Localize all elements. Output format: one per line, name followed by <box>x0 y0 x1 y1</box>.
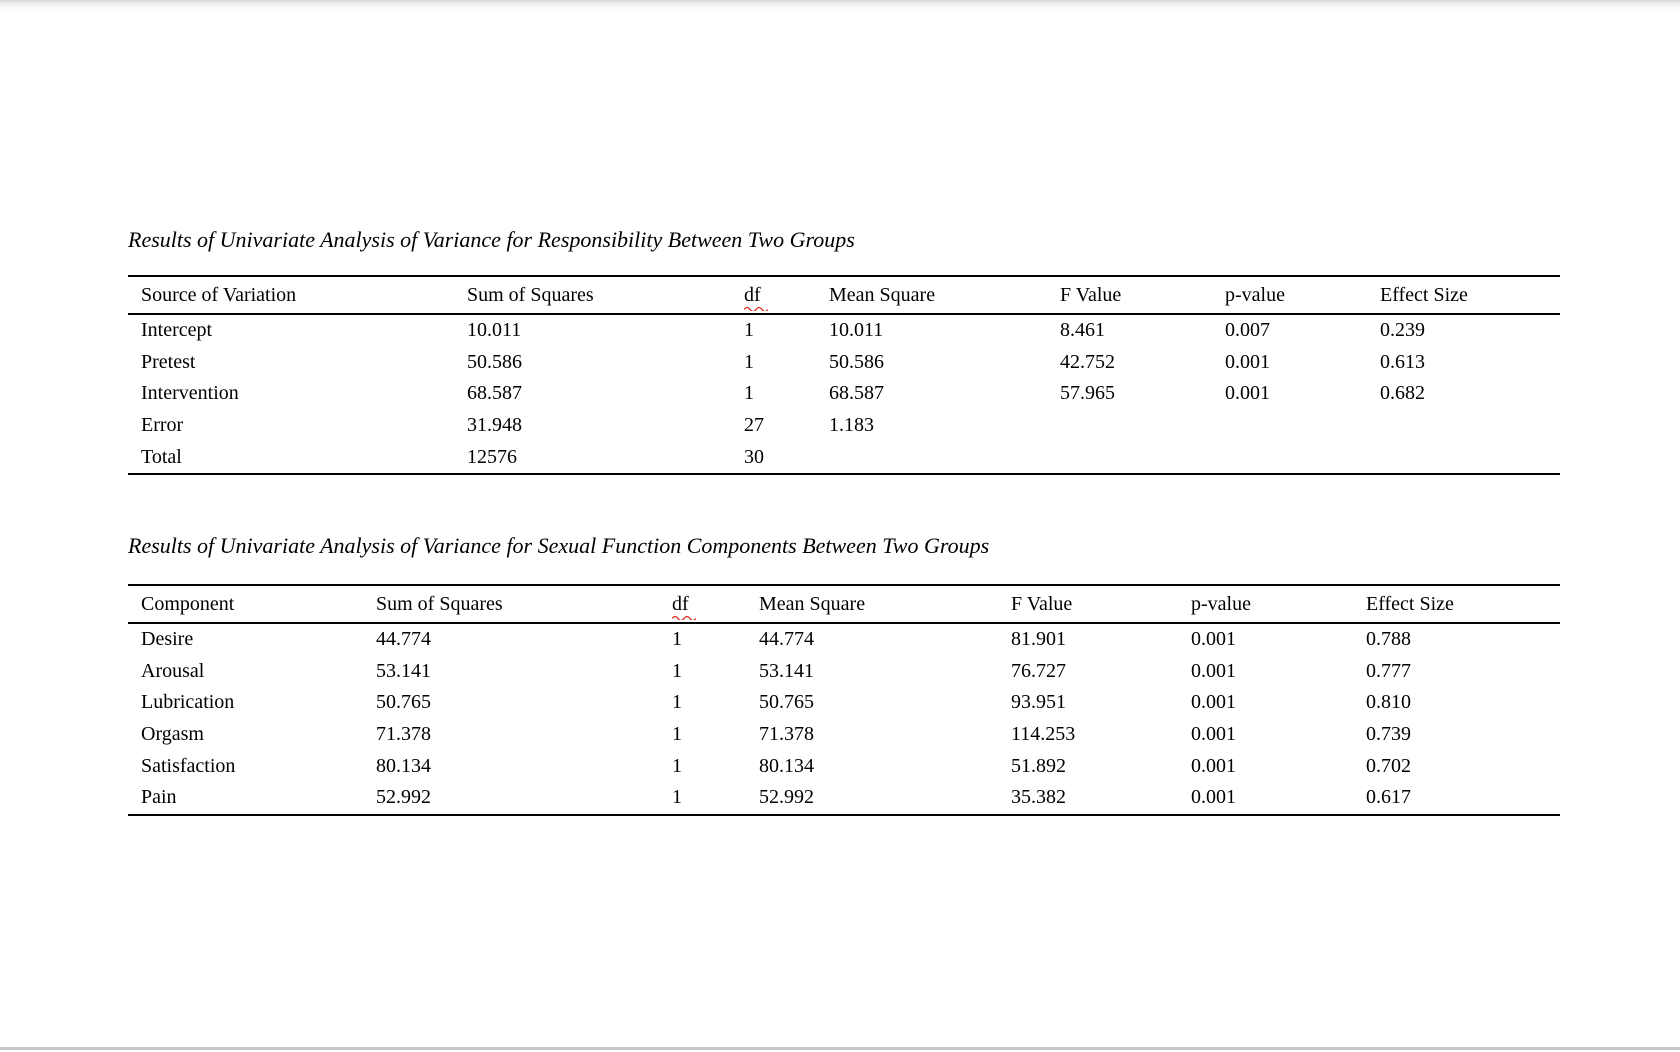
value-cell: 50.765 <box>376 691 431 714</box>
column-header-label: F Value <box>1060 283 1122 306</box>
row-label-cell: Desire <box>141 628 194 651</box>
value-cell: 1 <box>672 786 682 809</box>
column-header-source-of-variation <box>128 276 454 314</box>
value-cell: 80.134 <box>759 754 814 777</box>
row-label-cell: Intercept <box>141 319 213 342</box>
value-cell: 44.774 <box>759 628 814 651</box>
value-cell: 27 <box>744 414 764 437</box>
value-cell: 1 <box>672 723 682 746</box>
value-cell: 42.752 <box>1060 350 1115 373</box>
value-cell <box>816 441 1047 474</box>
value-cell: 52.992 <box>376 786 431 809</box>
value-cell: 0.001 <box>1225 350 1270 373</box>
row-label-cell: Pretest <box>141 350 196 373</box>
row-label-cell: Orgasm <box>141 723 204 746</box>
value-cell: 0.682 <box>1380 382 1425 405</box>
column-header-label: p-value <box>1225 283 1285 306</box>
column-header-label: df <box>744 283 761 306</box>
column-header-label: F Value <box>1011 592 1073 615</box>
value-cell: 53.141 <box>376 659 431 682</box>
column-header-label: Sum of Squares <box>467 283 594 306</box>
table-row <box>128 410 1560 442</box>
value-cell <box>1212 441 1367 474</box>
value-cell: 10.011 <box>829 319 884 342</box>
row-label-cell: Total <box>141 445 182 468</box>
table-row <box>128 782 1560 815</box>
value-cell: 68.587 <box>467 382 522 405</box>
value-cell: 68.587 <box>829 382 884 405</box>
value-cell: 0.702 <box>1366 754 1411 777</box>
value-cell: 71.378 <box>759 723 814 746</box>
value-cell: 0.001 <box>1191 786 1236 809</box>
value-cell: 1 <box>672 659 682 682</box>
table-row <box>128 750 1560 782</box>
row-label-cell: Intervention <box>141 382 239 405</box>
value-cell: 81.901 <box>1011 628 1066 651</box>
value-cell: 57.965 <box>1060 382 1115 405</box>
column-header-p-value <box>1178 585 1353 623</box>
header-row <box>128 276 1560 314</box>
value-cell: 0.001 <box>1191 628 1236 651</box>
header-row <box>128 585 1560 623</box>
table-row <box>128 441 1560 474</box>
table-row <box>128 687 1560 719</box>
value-cell: 51.892 <box>1011 754 1066 777</box>
column-header-effect-size <box>1367 276 1560 314</box>
table-row <box>128 656 1560 688</box>
value-cell: 52.992 <box>759 786 814 809</box>
column-header-label: Mean Square <box>829 283 936 306</box>
value-cell: 1 <box>744 319 754 342</box>
value-cell: 53.141 <box>759 659 814 682</box>
value-cell: 114.253 <box>1011 723 1076 746</box>
value-cell: 31.948 <box>467 414 522 437</box>
value-cell: 50.586 <box>467 350 522 373</box>
value-cell: 50.765 <box>759 691 814 714</box>
value-cell: 35.382 <box>1011 786 1066 809</box>
value-cell: 10.011 <box>467 319 522 342</box>
column-header-sum-of-squares <box>363 585 659 623</box>
table-title-sexual-function: Results of Univariate Analysis of Variance for Sexual Function Components Between Two Groups <box>128 533 990 558</box>
column-header-p-value <box>1212 276 1367 314</box>
value-cell: 0.810 <box>1366 691 1411 714</box>
anova-table-sexual-function <box>128 584 1560 816</box>
spellcheck-squiggle-icon <box>672 615 696 620</box>
table-row <box>128 347 1560 379</box>
column-header-mean-square <box>746 585 998 623</box>
column-header-effect-size <box>1353 585 1560 623</box>
top-edge-shadow <box>0 0 1680 10</box>
column-header-df <box>659 585 746 623</box>
column-header-label: Sum of Squares <box>376 592 503 615</box>
column-header-f-value <box>1047 276 1212 314</box>
value-cell: 50.586 <box>829 350 884 373</box>
value-cell: 80.134 <box>376 754 431 777</box>
value-cell: 1 <box>744 350 754 373</box>
value-cell: 1 <box>672 691 682 714</box>
value-cell: 71.378 <box>376 723 431 746</box>
bottom-edge-rule <box>0 1047 1680 1050</box>
value-cell <box>1047 410 1212 442</box>
column-header-label: p-value <box>1191 592 1251 615</box>
value-cell: 0.007 <box>1225 319 1270 342</box>
column-header-label: Effect Size <box>1366 592 1454 615</box>
anova-table-responsibility <box>128 275 1560 475</box>
column-header-mean-square <box>816 276 1047 314</box>
column-header-label: Mean Square <box>759 592 866 615</box>
column-header-component <box>128 585 363 623</box>
column-header-f-value <box>998 585 1178 623</box>
value-cell: 0.739 <box>1366 723 1411 746</box>
row-label-cell: Lubrication <box>141 691 235 714</box>
table-row <box>128 314 1560 347</box>
value-cell: 8.461 <box>1060 319 1105 342</box>
column-header-label: Effect Size <box>1380 283 1468 306</box>
value-cell: 0.001 <box>1191 691 1236 714</box>
column-header-label: df <box>672 592 689 615</box>
table-row <box>128 623 1560 656</box>
value-cell: 0.777 <box>1366 659 1411 682</box>
value-cell: 12576 <box>467 445 517 468</box>
value-cell <box>1367 410 1560 442</box>
value-cell: 76.727 <box>1011 659 1066 682</box>
value-cell: 0.239 <box>1380 319 1425 342</box>
value-cell: 1 <box>672 754 682 777</box>
value-cell: 30 <box>744 445 764 468</box>
value-cell: 0.001 <box>1225 382 1270 405</box>
value-cell: 1.183 <box>829 414 874 437</box>
column-header-label: Component <box>141 592 235 615</box>
value-cell: 0.788 <box>1366 628 1411 651</box>
value-cell: 1 <box>744 382 754 405</box>
value-cell: 0.613 <box>1380 350 1425 373</box>
row-label-cell: Satisfaction <box>141 754 236 777</box>
column-header-sum-of-squares <box>454 276 731 314</box>
value-cell: 1 <box>672 628 682 651</box>
value-cell <box>1367 441 1560 474</box>
value-cell <box>1047 441 1212 474</box>
spellcheck-squiggle-icon <box>744 306 768 311</box>
column-header-df <box>731 276 816 314</box>
table-title-responsibility: Results of Univariate Analysis of Variance for Responsibility Between Two Groups <box>128 227 855 252</box>
value-cell <box>1212 410 1367 442</box>
column-header-label: Source of Variation <box>141 283 297 306</box>
table-row <box>128 719 1560 751</box>
value-cell: 0.001 <box>1191 723 1236 746</box>
row-label-cell: Arousal <box>141 659 205 682</box>
value-cell: 93.951 <box>1011 691 1066 714</box>
row-label-cell: Pain <box>141 786 177 809</box>
value-cell: 0.001 <box>1191 659 1236 682</box>
value-cell: 0.001 <box>1191 754 1236 777</box>
row-label-cell: Error <box>141 414 184 437</box>
value-cell: 0.617 <box>1366 786 1411 809</box>
table-row <box>128 378 1560 410</box>
value-cell: 44.774 <box>376 628 431 651</box>
